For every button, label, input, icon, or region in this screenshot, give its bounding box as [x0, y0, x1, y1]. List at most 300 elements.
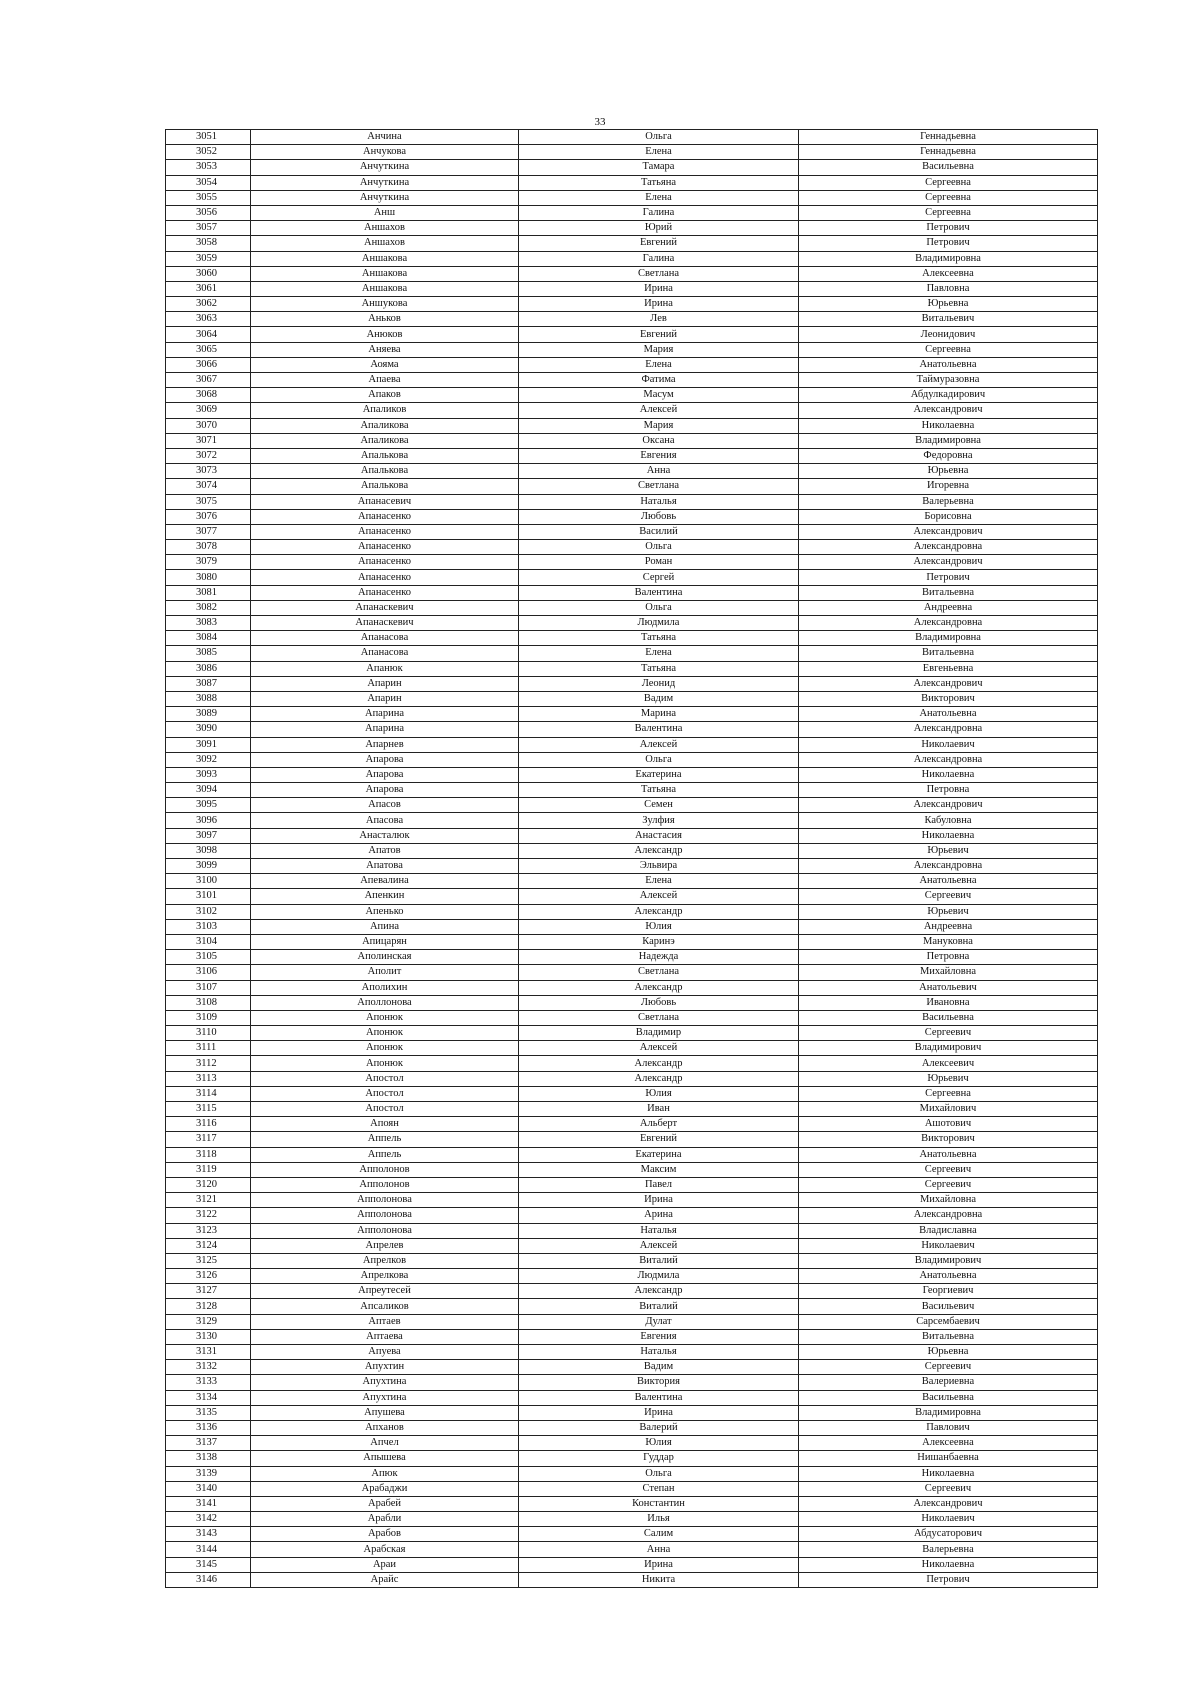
patronymic-cell: Александрович — [799, 676, 1098, 691]
table-row — [166, 1572, 1098, 1587]
row-number-cell: 3059 — [166, 251, 251, 266]
row-number-cell: 3106 — [166, 965, 251, 980]
table-row — [166, 783, 1098, 798]
surname-cell: Апанасенко — [251, 555, 519, 570]
first-name-cell: Алексей — [519, 889, 799, 904]
surname-cell: Апаликов — [251, 403, 519, 418]
first-name-cell: Анастасия — [519, 828, 799, 843]
first-name-cell: Юлия — [519, 1086, 799, 1101]
table-row — [166, 828, 1098, 843]
surname-cell: Апостол — [251, 1071, 519, 1086]
surname-cell: Апреутесей — [251, 1284, 519, 1299]
patronymic-cell: Борисовна — [799, 509, 1098, 524]
row-number-cell: 3079 — [166, 555, 251, 570]
table-row — [166, 1102, 1098, 1117]
table-row — [166, 798, 1098, 813]
first-name-cell: Светлана — [519, 1010, 799, 1025]
row-number-cell: 3072 — [166, 448, 251, 463]
first-name-cell: Александр — [519, 1284, 799, 1299]
patronymic-cell: Михайловна — [799, 965, 1098, 980]
row-number-cell: 3132 — [166, 1360, 251, 1375]
row-number-cell: 3129 — [166, 1314, 251, 1329]
surname-cell: Апполонов — [251, 1162, 519, 1177]
patronymic-cell: Николаевна — [799, 418, 1098, 433]
first-name-cell: Любовь — [519, 995, 799, 1010]
first-name-cell: Людмила — [519, 1269, 799, 1284]
patronymic-cell: Сергеевна — [799, 190, 1098, 205]
table-row — [166, 448, 1098, 463]
first-name-cell: Иван — [519, 1102, 799, 1117]
first-name-cell: Альберт — [519, 1117, 799, 1132]
row-number-cell: 3105 — [166, 950, 251, 965]
row-number-cell: 3127 — [166, 1284, 251, 1299]
surname-cell: Анш — [251, 205, 519, 220]
first-name-cell: Анна — [519, 464, 799, 479]
surname-cell: Апанасевич — [251, 494, 519, 509]
patronymic-cell: Анатольевна — [799, 707, 1098, 722]
patronymic-cell: Павловна — [799, 281, 1098, 296]
patronymic-cell: Сергеевич — [799, 1177, 1098, 1192]
row-number-cell: 3126 — [166, 1269, 251, 1284]
first-name-cell: Павел — [519, 1177, 799, 1192]
first-name-cell: Елена — [519, 874, 799, 889]
table-row — [166, 464, 1098, 479]
first-name-cell: Наталья — [519, 1223, 799, 1238]
table-row — [166, 874, 1098, 889]
table-row — [166, 494, 1098, 509]
table-row — [166, 980, 1098, 995]
patronymic-cell: Петровна — [799, 950, 1098, 965]
first-name-cell: Галина — [519, 251, 799, 266]
patronymic-cell: Алексеевич — [799, 1056, 1098, 1071]
surname-cell: Анасталюк — [251, 828, 519, 843]
surname-cell: Аншукова — [251, 297, 519, 312]
row-number-cell: 3136 — [166, 1420, 251, 1435]
row-number-cell: 3143 — [166, 1527, 251, 1542]
surname-cell: Апанасова — [251, 631, 519, 646]
surname-cell: Апюк — [251, 1466, 519, 1481]
row-number-cell: 3138 — [166, 1451, 251, 1466]
first-name-cell: Анна — [519, 1542, 799, 1557]
first-name-cell: Юрий — [519, 221, 799, 236]
patronymic-cell: Витальевна — [799, 585, 1098, 600]
first-name-cell: Оксана — [519, 433, 799, 448]
row-number-cell: 3084 — [166, 631, 251, 646]
row-number-cell: 3104 — [166, 934, 251, 949]
table-row — [166, 1026, 1098, 1041]
patronymic-cell: Александровна — [799, 722, 1098, 737]
surname-cell: Аояма — [251, 357, 519, 372]
table-row — [166, 175, 1098, 190]
first-name-cell: Валентина — [519, 722, 799, 737]
patronymic-cell: Сергеевич — [799, 1162, 1098, 1177]
first-name-cell: Мария — [519, 342, 799, 357]
patronymic-cell: Васильевна — [799, 160, 1098, 175]
row-number-cell: 3095 — [166, 798, 251, 813]
patronymic-cell: Викторович — [799, 1132, 1098, 1147]
surname-cell: Апоян — [251, 1117, 519, 1132]
row-number-cell: 3124 — [166, 1238, 251, 1253]
first-name-cell: Тамара — [519, 160, 799, 175]
patronymic-cell: Сергеевич — [799, 1026, 1098, 1041]
table-row — [166, 843, 1098, 858]
first-name-cell: Ольга — [519, 752, 799, 767]
surname-cell: Апанюк — [251, 661, 519, 676]
first-name-cell: Татьяна — [519, 175, 799, 190]
first-name-cell: Масум — [519, 388, 799, 403]
first-name-cell: Любовь — [519, 509, 799, 524]
first-name-cell: Надежда — [519, 950, 799, 965]
first-name-cell: Илья — [519, 1512, 799, 1527]
patronymic-cell: Анатольевич — [799, 980, 1098, 995]
first-name-cell: Ирина — [519, 297, 799, 312]
first-name-cell: Елена — [519, 145, 799, 160]
surname-cell: Апенкин — [251, 889, 519, 904]
table-row — [166, 1223, 1098, 1238]
surname-cell: Аншакова — [251, 266, 519, 281]
first-name-cell: Евгения — [519, 448, 799, 463]
table-row — [166, 1436, 1098, 1451]
row-number-cell: 3137 — [166, 1436, 251, 1451]
surname-cell: Апсаликов — [251, 1299, 519, 1314]
first-name-cell: Александр — [519, 980, 799, 995]
first-name-cell: Леонид — [519, 676, 799, 691]
patronymic-cell: Александрович — [799, 403, 1098, 418]
patronymic-cell: Александрович — [799, 798, 1098, 813]
patronymic-cell: Андреевна — [799, 919, 1098, 934]
table-row — [166, 767, 1098, 782]
first-name-cell: Наталья — [519, 494, 799, 509]
surname-cell: Араи — [251, 1557, 519, 1572]
first-name-cell: Ольга — [519, 600, 799, 615]
row-number-cell: 3052 — [166, 145, 251, 160]
surname-cell: Арабли — [251, 1512, 519, 1527]
row-number-cell: 3055 — [166, 190, 251, 205]
surname-cell: Апрелев — [251, 1238, 519, 1253]
surname-cell: Аполит — [251, 965, 519, 980]
patronymic-cell: Николаевич — [799, 1238, 1098, 1253]
first-name-cell: Алексей — [519, 403, 799, 418]
surname-cell: Аппель — [251, 1147, 519, 1162]
patronymic-cell: Александровна — [799, 540, 1098, 555]
patronymic-cell: Анатольевна — [799, 1147, 1098, 1162]
row-number-cell: 3110 — [166, 1026, 251, 1041]
table-row — [166, 1162, 1098, 1177]
row-number-cell: 3115 — [166, 1102, 251, 1117]
first-name-cell: Арина — [519, 1208, 799, 1223]
surname-cell: Апчел — [251, 1436, 519, 1451]
table-row — [166, 327, 1098, 342]
patronymic-cell: Анатольевна — [799, 1269, 1098, 1284]
first-name-cell: Александр — [519, 1056, 799, 1071]
row-number-cell: 3056 — [166, 205, 251, 220]
row-number-cell: 3119 — [166, 1162, 251, 1177]
patronymic-cell: Александровна — [799, 1208, 1098, 1223]
row-number-cell: 3070 — [166, 418, 251, 433]
first-name-cell: Дулат — [519, 1314, 799, 1329]
row-number-cell: 3133 — [166, 1375, 251, 1390]
patronymic-cell: Александровна — [799, 616, 1098, 631]
patronymic-cell: Валерьевна — [799, 494, 1098, 509]
patronymic-cell: Георгиевич — [799, 1284, 1098, 1299]
surname-cell: Арайс — [251, 1572, 519, 1587]
surname-cell: Аншахов — [251, 221, 519, 236]
table-row — [166, 995, 1098, 1010]
first-name-cell: Алексей — [519, 1041, 799, 1056]
first-name-cell: Ирина — [519, 1193, 799, 1208]
table-row — [166, 281, 1098, 296]
table-row — [166, 1345, 1098, 1360]
table-row — [166, 1329, 1098, 1344]
surname-cell: Аняева — [251, 342, 519, 357]
table-row — [166, 1071, 1098, 1086]
surname-cell: Апанасенко — [251, 509, 519, 524]
first-name-cell: Валентина — [519, 585, 799, 600]
first-name-cell: Светлана — [519, 965, 799, 980]
table-row — [166, 661, 1098, 676]
table-row — [166, 403, 1098, 418]
row-number-cell: 3080 — [166, 570, 251, 585]
surname-cell: Апалькова — [251, 464, 519, 479]
table-row — [166, 160, 1098, 175]
table-row — [166, 570, 1098, 585]
first-name-cell: Наталья — [519, 1345, 799, 1360]
table-row — [166, 600, 1098, 615]
patronymic-cell: Сергеевич — [799, 1481, 1098, 1496]
first-name-cell: Виктория — [519, 1375, 799, 1390]
first-name-cell: Лев — [519, 312, 799, 327]
surname-cell: Апонюк — [251, 1041, 519, 1056]
patronymic-cell: Николаевна — [799, 828, 1098, 843]
first-name-cell: Александр — [519, 904, 799, 919]
patronymic-cell: Николаевна — [799, 1466, 1098, 1481]
surname-cell: Апухтин — [251, 1360, 519, 1375]
row-number-cell: 3118 — [166, 1147, 251, 1162]
surname-cell: Апонюк — [251, 1010, 519, 1025]
first-name-cell: Ольга — [519, 540, 799, 555]
patronymic-cell: Васильевна — [799, 1390, 1098, 1405]
surname-cell: Апарова — [251, 767, 519, 782]
patronymic-cell: Абдусаторович — [799, 1527, 1098, 1542]
surname-cell: Апонюк — [251, 1026, 519, 1041]
patronymic-cell: Васильевна — [799, 1010, 1098, 1025]
row-number-cell: 3122 — [166, 1208, 251, 1223]
row-number-cell: 3087 — [166, 676, 251, 691]
first-name-cell: Алексей — [519, 737, 799, 752]
patronymic-cell: Нишанбаевна — [799, 1451, 1098, 1466]
patronymic-cell: Николаевна — [799, 767, 1098, 782]
row-number-cell: 3076 — [166, 509, 251, 524]
patronymic-cell: Юрьевич — [799, 904, 1098, 919]
patronymic-cell: Геннадьевна — [799, 145, 1098, 160]
row-number-cell: 3100 — [166, 874, 251, 889]
table-row — [166, 737, 1098, 752]
table-row — [166, 1299, 1098, 1314]
surname-cell: Апухтина — [251, 1375, 519, 1390]
row-number-cell: 3139 — [166, 1466, 251, 1481]
table-row — [166, 1056, 1098, 1071]
table-row — [166, 266, 1098, 281]
patronymic-cell: Владимировна — [799, 1405, 1098, 1420]
row-number-cell: 3085 — [166, 646, 251, 661]
first-name-cell: Светлана — [519, 479, 799, 494]
table-row — [166, 1193, 1098, 1208]
row-number-cell: 3140 — [166, 1481, 251, 1496]
surname-cell: Анчуткина — [251, 190, 519, 205]
first-name-cell: Семен — [519, 798, 799, 813]
table-row — [166, 1269, 1098, 1284]
surname-cell: Апрелков — [251, 1253, 519, 1268]
first-name-cell: Евгений — [519, 236, 799, 251]
table-row — [166, 1208, 1098, 1223]
row-number-cell: 3097 — [166, 828, 251, 843]
patronymic-cell: Петровна — [799, 783, 1098, 798]
row-number-cell: 3134 — [166, 1390, 251, 1405]
patronymic-cell: Сергеевна — [799, 342, 1098, 357]
patronymic-cell: Михайлович — [799, 1102, 1098, 1117]
table-row — [166, 145, 1098, 160]
patronymic-cell: Михайловна — [799, 1193, 1098, 1208]
first-name-cell: Максим — [519, 1162, 799, 1177]
table-row — [166, 509, 1098, 524]
first-name-cell: Юлия — [519, 919, 799, 934]
surname-cell: Апаликова — [251, 433, 519, 448]
row-number-cell: 3146 — [166, 1572, 251, 1587]
table-row — [166, 965, 1098, 980]
table-row — [166, 1405, 1098, 1420]
row-number-cell: 3083 — [166, 616, 251, 631]
patronymic-cell: Васильевич — [799, 1299, 1098, 1314]
patronymic-cell: Сергеевич — [799, 1360, 1098, 1375]
first-name-cell: Елена — [519, 646, 799, 661]
first-name-cell: Гуддар — [519, 1451, 799, 1466]
row-number-cell: 3094 — [166, 783, 251, 798]
row-number-cell: 3131 — [166, 1345, 251, 1360]
table-row — [166, 1010, 1098, 1025]
row-number-cell: 3112 — [166, 1056, 251, 1071]
surname-cell: Апостол — [251, 1102, 519, 1117]
table-row — [166, 1420, 1098, 1435]
patronymic-cell: Кабуловна — [799, 813, 1098, 828]
row-number-cell: 3065 — [166, 342, 251, 357]
patronymic-cell: Анатольевна — [799, 357, 1098, 372]
row-number-cell: 3144 — [166, 1542, 251, 1557]
surname-cell: Апатова — [251, 859, 519, 874]
table-row — [166, 585, 1098, 600]
row-number-cell: 3103 — [166, 919, 251, 934]
patronymic-cell: Александрович — [799, 1496, 1098, 1511]
patronymic-cell: Валериевна — [799, 1375, 1098, 1390]
surname-cell: Апатов — [251, 843, 519, 858]
surname-cell: Аншакова — [251, 251, 519, 266]
row-number-cell: 3068 — [166, 388, 251, 403]
table-row — [166, 388, 1098, 403]
row-number-cell: 3063 — [166, 312, 251, 327]
table-row — [166, 190, 1098, 205]
table-row — [166, 130, 1098, 145]
patronymic-cell: Юрьевич — [799, 843, 1098, 858]
first-name-cell: Ирина — [519, 1557, 799, 1572]
first-name-cell: Ирина — [519, 1405, 799, 1420]
first-name-cell: Эльвира — [519, 859, 799, 874]
patronymic-cell: Петрович — [799, 236, 1098, 251]
patronymic-cell: Ивановна — [799, 995, 1098, 1010]
table-body — [166, 130, 1098, 1588]
row-number-cell: 3060 — [166, 266, 251, 281]
table-row — [166, 1360, 1098, 1375]
patronymic-cell: Таймуразовна — [799, 373, 1098, 388]
patronymic-cell: Петрович — [799, 221, 1098, 236]
row-number-cell: 3116 — [166, 1117, 251, 1132]
table-row — [166, 813, 1098, 828]
row-number-cell: 3123 — [166, 1223, 251, 1238]
surname-cell: Апаева — [251, 373, 519, 388]
row-number-cell: 3117 — [166, 1132, 251, 1147]
first-name-cell: Татьяна — [519, 783, 799, 798]
table-row — [166, 373, 1098, 388]
table-row — [166, 616, 1098, 631]
row-number-cell: 3053 — [166, 160, 251, 175]
first-name-cell: Марина — [519, 707, 799, 722]
first-name-cell: Ольга — [519, 1466, 799, 1481]
surname-cell: Аньков — [251, 312, 519, 327]
surname-cell: Апанасенко — [251, 540, 519, 555]
table-row — [166, 1451, 1098, 1466]
surname-cell: Анчукова — [251, 145, 519, 160]
surname-cell: Апарина — [251, 707, 519, 722]
surname-cell: Апанаскевич — [251, 600, 519, 615]
first-name-cell: Валерий — [519, 1420, 799, 1435]
row-number-cell: 3114 — [166, 1086, 251, 1101]
table-row — [166, 418, 1098, 433]
surname-cell: Апанасенко — [251, 524, 519, 539]
first-name-cell: Алексей — [519, 1238, 799, 1253]
first-name-cell: Юлия — [519, 1436, 799, 1451]
first-name-cell: Евгения — [519, 1329, 799, 1344]
names-table — [165, 129, 1098, 1588]
row-number-cell: 3096 — [166, 813, 251, 828]
table-row — [166, 555, 1098, 570]
row-number-cell: 3092 — [166, 752, 251, 767]
table-row — [166, 342, 1098, 357]
surname-cell: Апалькова — [251, 448, 519, 463]
table-row — [166, 1253, 1098, 1268]
row-number-cell: 3078 — [166, 540, 251, 555]
row-number-cell: 3121 — [166, 1193, 251, 1208]
patronymic-cell: Сергеевна — [799, 1086, 1098, 1101]
table-row — [166, 479, 1098, 494]
row-number-cell: 3051 — [166, 130, 251, 145]
first-name-cell: Ирина — [519, 281, 799, 296]
first-name-cell: Людмила — [519, 616, 799, 631]
surname-cell: Апицарян — [251, 934, 519, 949]
patronymic-cell: Юрьевич — [799, 1071, 1098, 1086]
first-name-cell: Екатерина — [519, 1147, 799, 1162]
surname-cell: Аншахов — [251, 236, 519, 251]
first-name-cell: Евгений — [519, 1132, 799, 1147]
surname-cell: Апуева — [251, 1345, 519, 1360]
first-name-cell: Елена — [519, 190, 799, 205]
first-name-cell: Никита — [519, 1572, 799, 1587]
table-row — [166, 1238, 1098, 1253]
first-name-cell: Вадим — [519, 691, 799, 706]
patronymic-cell: Владимирович — [799, 1253, 1098, 1268]
first-name-cell: Мария — [519, 418, 799, 433]
patronymic-cell: Ашотович — [799, 1117, 1098, 1132]
first-name-cell: Евгений — [519, 327, 799, 342]
row-number-cell: 3135 — [166, 1405, 251, 1420]
first-name-cell: Владимир — [519, 1026, 799, 1041]
